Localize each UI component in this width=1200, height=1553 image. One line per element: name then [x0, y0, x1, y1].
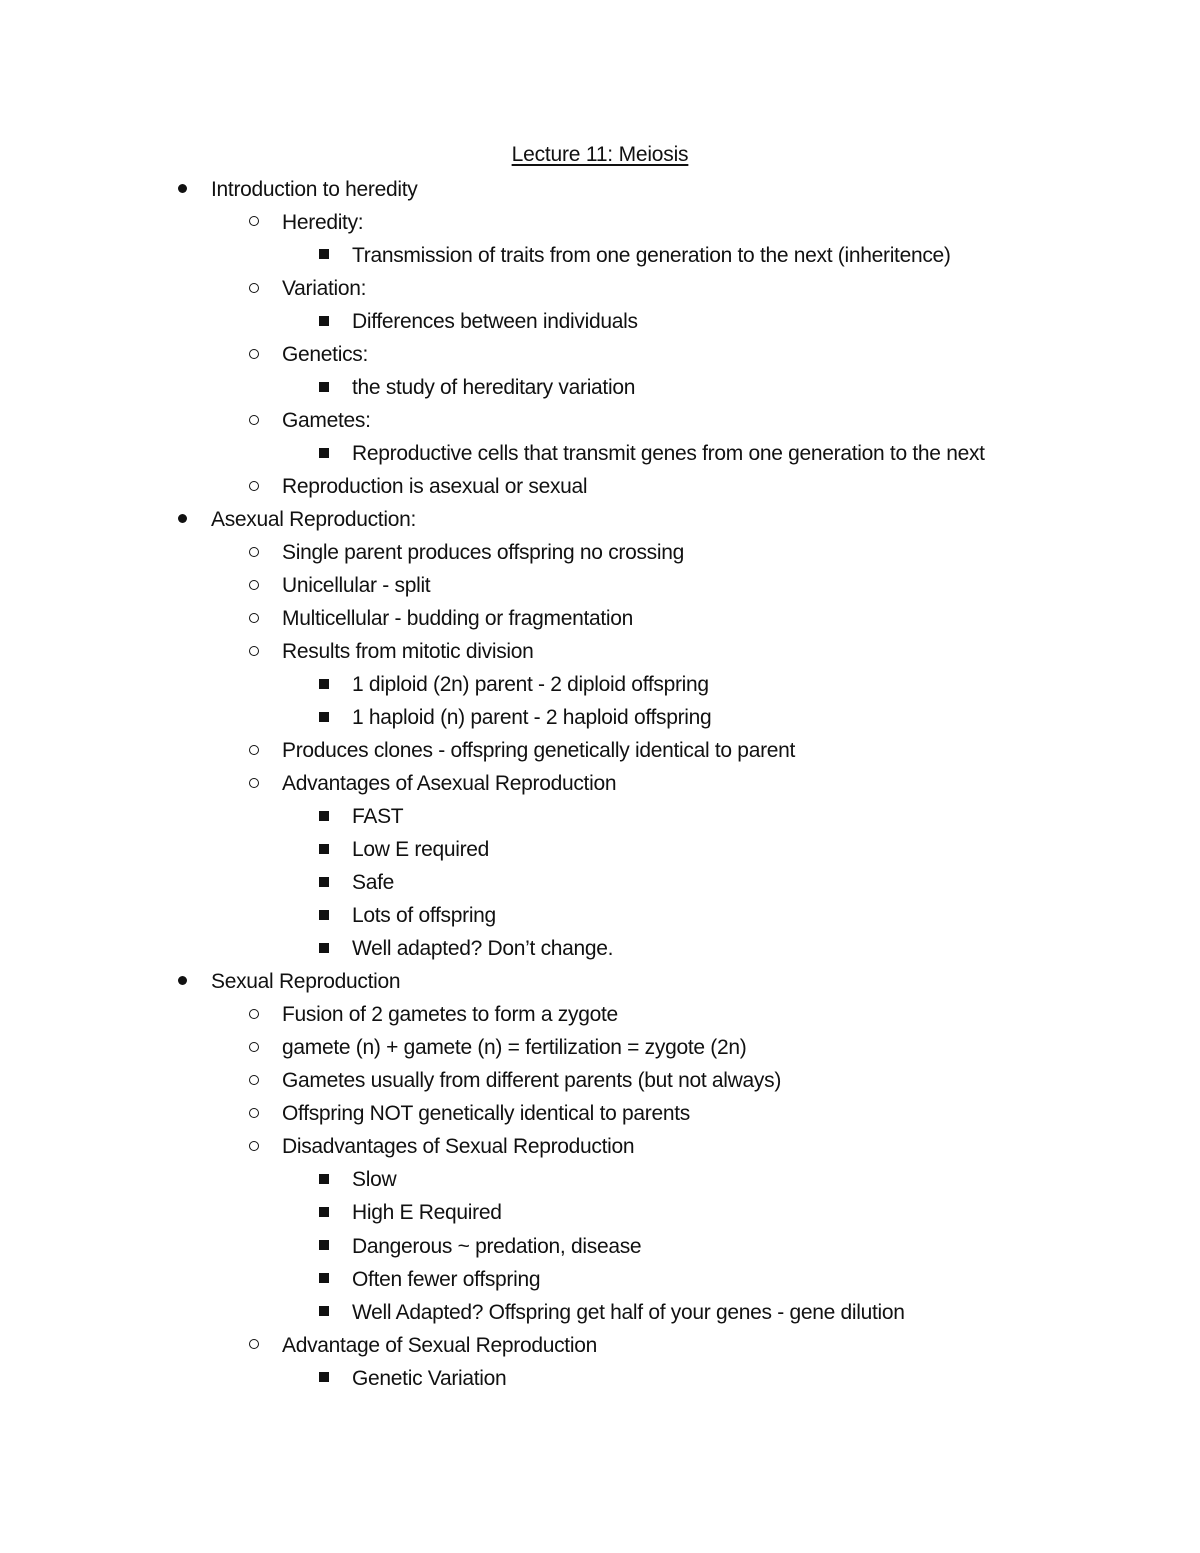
outline-item-level-2	[0, 338, 1200, 371]
square-bullet-icon	[316, 1230, 332, 1263]
circle-bullet-icon	[246, 536, 262, 569]
outline-item-level-3	[0, 701, 1200, 734]
circle-bullet-icon	[246, 206, 262, 239]
outline-item-level-3	[0, 833, 1200, 866]
outline-item-level-2	[0, 1329, 1200, 1362]
outline-item-level-2	[0, 635, 1200, 668]
square-bullet-icon	[316, 1263, 332, 1296]
square-bullet-icon	[316, 1163, 332, 1196]
outline-item-level-3	[0, 371, 1200, 404]
circle-bullet-icon	[246, 998, 262, 1031]
outline-item-text: gamete (n) + gamete (n) = fertilization = zygote (2n)	[282, 1036, 747, 1060]
outline-item-level-3	[0, 899, 1200, 932]
disc-bullet-icon	[174, 503, 190, 536]
outline-item-level-3	[0, 437, 1200, 470]
outline-item-text: FAST	[352, 805, 404, 829]
square-bullet-icon	[316, 1296, 332, 1329]
outline-item-level-2	[0, 1064, 1200, 1097]
square-bullet-icon	[316, 701, 332, 734]
outline-item-level-3	[0, 668, 1200, 701]
square-bullet-icon	[316, 305, 332, 338]
square-bullet-icon	[316, 1196, 332, 1229]
outline-item-text: Dangerous ~ predation, disease	[352, 1234, 642, 1258]
outline-item-level-2	[0, 272, 1200, 305]
square-bullet-icon	[316, 437, 332, 470]
bullet-outline	[0, 173, 1200, 1395]
square-bullet-icon	[316, 239, 332, 272]
circle-bullet-icon	[246, 1329, 262, 1362]
circle-bullet-icon	[246, 734, 262, 767]
outline-item-text: Advantage of Sexual Reproduction	[282, 1333, 597, 1357]
outline-item-level-1	[0, 503, 1200, 536]
outline-item-text: 1 diploid (2n) parent - 2 diploid offspring	[352, 673, 709, 697]
square-bullet-icon	[316, 833, 332, 866]
outline-item-level-2	[0, 998, 1200, 1031]
outline-item-text: Asexual Reproduction:	[211, 508, 416, 532]
circle-bullet-icon	[246, 635, 262, 668]
outline-item-text: Reproduction is asexual or sexual	[282, 475, 588, 499]
circle-bullet-icon	[246, 1064, 262, 1097]
outline-item-text: Sexual Reproduction	[211, 970, 401, 994]
disc-bullet-icon	[174, 965, 190, 998]
outline-item-text: Well Adapted? Offspring get half of your genes - gene dilution	[352, 1300, 905, 1324]
outline-item-level-3	[0, 1362, 1200, 1395]
circle-bullet-icon	[246, 767, 262, 800]
outline-item-text: Offspring NOT genetically identical to parents	[282, 1102, 690, 1126]
outline-item-text: Gametes:	[282, 409, 371, 433]
outline-item-level-2	[0, 1031, 1200, 1064]
outline-item-text: Well adapted? Don’t change.	[352, 937, 614, 961]
square-bullet-icon	[316, 1362, 332, 1395]
outline-item-text: Heredity:	[282, 211, 364, 235]
outline-item-level-3	[0, 800, 1200, 833]
outline-item-text: Genetic Variation	[352, 1366, 507, 1390]
outline-item-text: Introduction to heredity	[211, 178, 418, 201]
outline-item-text: Gametes usually from different parents (but not always)	[282, 1069, 782, 1093]
circle-bullet-icon	[246, 602, 262, 635]
outline-item-text: Differences between individuals	[352, 310, 638, 334]
outline-item-level-3	[0, 932, 1200, 965]
outline-item-level-3	[0, 866, 1200, 899]
circle-bullet-icon	[246, 470, 262, 503]
outline-item-text: Reproductive cells that transmit genes from one generation to the next	[352, 442, 985, 466]
outline-item-text: 1 haploid (n) parent - 2 haploid offspring	[352, 706, 712, 730]
outline-item-level-1	[0, 965, 1200, 998]
outline-item-text: Single parent produces offspring no crossing	[282, 541, 685, 565]
outline-item-level-2	[0, 206, 1200, 239]
outline-item-text: Produces clones - offspring genetically identical to parent	[282, 739, 796, 763]
square-bullet-icon	[316, 800, 332, 833]
outline-item-level-2	[0, 767, 1200, 800]
outline-item-text: High E Required	[352, 1201, 502, 1225]
square-bullet-icon	[316, 899, 332, 932]
circle-bullet-icon	[246, 338, 262, 371]
circle-bullet-icon	[246, 1031, 262, 1064]
outline-item-level-2	[0, 404, 1200, 437]
outline-item-level-2	[0, 1130, 1200, 1163]
outline-item-level-2	[0, 734, 1200, 767]
outline-item-level-3	[0, 1230, 1200, 1263]
outline-item-level-3	[0, 1163, 1200, 1196]
outline-item-text: Multicellular - budding or fragmentation	[282, 607, 634, 631]
circle-bullet-icon	[246, 1130, 262, 1163]
outline-item-text: the study of hereditary variation	[352, 376, 636, 400]
outline-item-text: Often fewer offspring	[352, 1267, 541, 1291]
outline-item-level-1	[0, 173, 1200, 206]
outline-item-text: Results from mitotic division	[282, 640, 534, 664]
outline-item-text: Safe	[352, 871, 394, 895]
outline-item-text: Slow	[352, 1168, 397, 1192]
outline-item-text: Unicellular - split	[282, 574, 431, 598]
circle-bullet-icon	[246, 272, 262, 305]
page-title: Lecture 11: Meiosis	[511, 143, 689, 166]
outline-item-level-2	[0, 569, 1200, 602]
circle-bullet-icon	[246, 404, 262, 437]
outline-item-text: Transmission of traits from one generation to the next (inheritence)	[352, 244, 951, 268]
outline-item-text: Lots of offspring	[352, 904, 496, 928]
outline-item-level-2	[0, 536, 1200, 569]
outline-item-level-2	[0, 602, 1200, 635]
square-bullet-icon	[316, 371, 332, 404]
square-bullet-icon	[316, 866, 332, 899]
outline-item-level-3	[0, 1263, 1200, 1296]
disc-bullet-icon	[174, 173, 190, 206]
outline-item-level-3	[0, 239, 1200, 272]
outline-item-text: Variation:	[282, 277, 367, 301]
outline-item-text: Fusion of 2 gametes to form a zygote	[282, 1003, 618, 1027]
outline-item-level-2	[0, 470, 1200, 503]
circle-bullet-icon	[246, 569, 262, 602]
outline-item-level-3	[0, 305, 1200, 338]
outline-item-text: Advantages of Asexual Reproduction	[282, 772, 617, 796]
circle-bullet-icon	[246, 1097, 262, 1130]
outline-item-level-3	[0, 1296, 1200, 1329]
square-bullet-icon	[316, 668, 332, 701]
square-bullet-icon	[316, 932, 332, 965]
outline-item-text: Disadvantages of Sexual Reproduction	[282, 1135, 635, 1159]
outline-item-level-3	[0, 1196, 1200, 1229]
outline-item-level-2	[0, 1097, 1200, 1130]
outline-item-text: Low E required	[352, 838, 490, 862]
outline-item-text: Genetics:	[282, 343, 369, 367]
